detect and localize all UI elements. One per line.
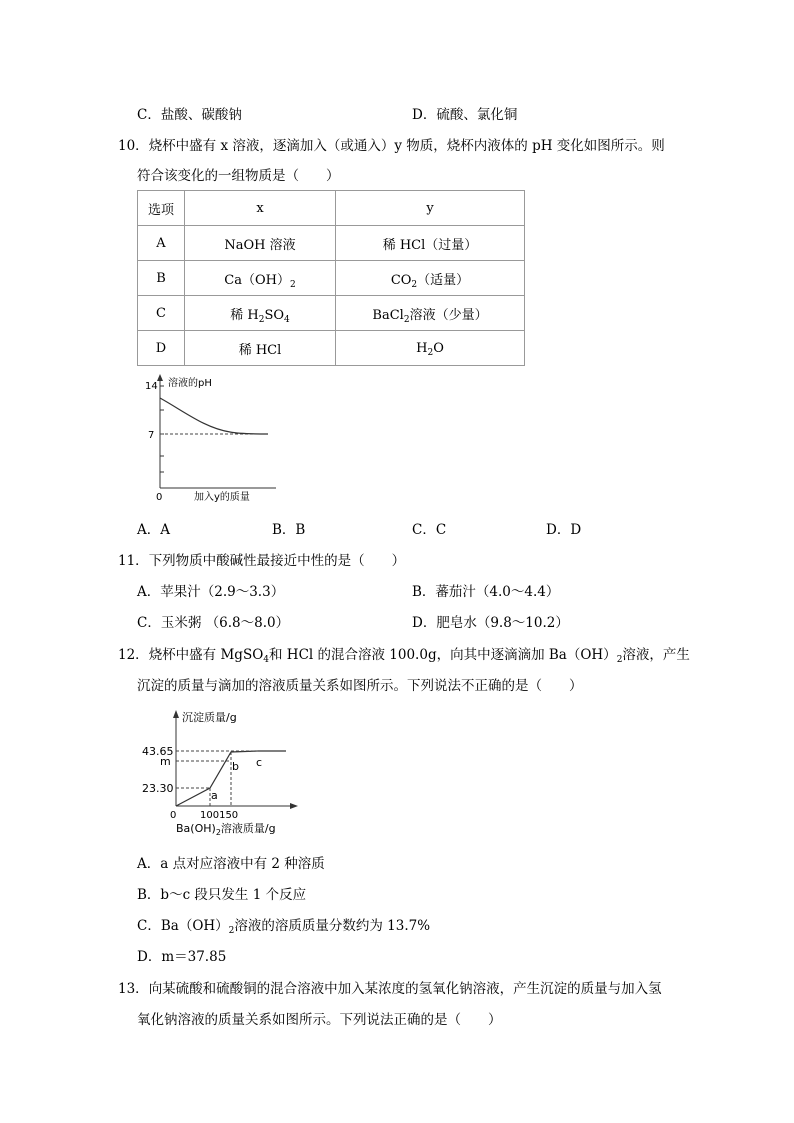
question-text: 烧杯中盛有 x 溶液，逐滴加入（或通入）y 物质，烧杯内液体的 pH 变化如图所示。则 [148, 138, 665, 154]
question-number: 10． [118, 138, 149, 154]
question-number: 12． [118, 647, 149, 663]
cell-option: A [138, 226, 185, 261]
option-label: C． [412, 522, 436, 538]
formula-text: CO [390, 272, 412, 288]
formula-text: SO [264, 307, 285, 323]
question-text: 向某硫酸和硫酸铜的混合溶液中加入某浓度的氢氧化钠溶液，产生沉淀的质量与加入氢 [148, 981, 662, 997]
formula-text: Ca（OH） [224, 272, 290, 288]
cell-y [336, 331, 525, 366]
q10-option-d [546, 518, 581, 538]
y-axis-arrow [157, 374, 163, 381]
question-text: 下列物质中酸碱性最接近中性的是（ ） [148, 553, 406, 569]
option-text: 苹果汁（2.9～3.3） [160, 584, 285, 600]
origin-label: 0 [170, 810, 177, 821]
q12-stem-line1 [118, 643, 690, 663]
y-axis-label: 沉淀质量/g [182, 711, 237, 724]
question-number: 11． [118, 553, 149, 569]
option-label: D． [412, 107, 437, 123]
q10-option-b [272, 518, 305, 538]
table-header-row [138, 191, 525, 226]
x-label-part: 溶液质量/g [220, 822, 276, 835]
formula-text: （适量） [417, 272, 470, 288]
q11-option-b [412, 580, 559, 600]
header-option: 选项 [138, 191, 185, 226]
header-y: y [336, 191, 525, 226]
cell-option: B [138, 261, 185, 296]
option-text: 溶液的溶质质量分数约为 13.7% [234, 918, 431, 934]
point-label-a: a [211, 789, 218, 802]
question-number: 13． [118, 981, 149, 997]
q12-precipitate-chart [138, 708, 308, 840]
option-text: 肥皂水（9.8～10.2） [436, 615, 569, 631]
option-label: A． [137, 856, 161, 872]
q9-option-d [412, 103, 517, 123]
option-label: A． [137, 584, 161, 600]
option-label: B． [137, 887, 161, 903]
x-axis-arrow [290, 803, 298, 809]
option-label: C． [137, 107, 161, 123]
option-text: B [295, 522, 306, 538]
q13-stem-line1 [118, 977, 662, 997]
tick-label-14: 14 [145, 381, 158, 392]
q11-option-d [412, 611, 569, 631]
subscript: 2 [289, 279, 296, 290]
cell-x: NaOH 溶液 [185, 226, 336, 261]
q12-option-c [137, 914, 430, 934]
tick-label-m: m [160, 755, 171, 768]
cell-y [336, 261, 525, 296]
subscript: 2 [616, 655, 623, 665]
cell-y: 稀 HCl（过量） [336, 226, 525, 261]
cell-x [185, 296, 336, 331]
option-text: 玉米粥 （6.8～8.0） [160, 615, 290, 631]
table-row [138, 261, 525, 296]
cell-option: C [138, 296, 185, 331]
option-label: A． [137, 522, 161, 538]
x-label-subscript: 2 [215, 828, 221, 837]
option-text: b～c 段只发生 1 个反应 [160, 887, 307, 903]
subscript: 4 [284, 314, 290, 325]
option-text: C [435, 522, 447, 538]
question-text: 烧杯中盛有 MgSO [148, 647, 264, 663]
q9-option-c [137, 103, 242, 123]
question-text: 和 HCl 的混合溶液 100.0g，向其中逐滴滴加 Ba（OH） [269, 647, 617, 663]
option-text: m＝37.85 [161, 949, 227, 965]
tick-label-23.30: 23.30 [142, 782, 174, 795]
point-label-c: c [256, 756, 263, 769]
q10-option-a [137, 518, 170, 538]
option-label: D． [412, 615, 437, 631]
q10-ph-chart [140, 372, 280, 504]
header-x: x [185, 191, 336, 226]
option-label: C． [137, 918, 161, 934]
q10-stem-line2: 符合该变化的一组物质是（ ） [137, 168, 340, 184]
point-label-b: b [232, 760, 239, 773]
subscript: 2 [427, 347, 434, 358]
q13-stem-line2: 氧化钠溶液的质量关系如图所示。下列说法正确的是（ ） [137, 1012, 502, 1028]
q10-option-c [412, 518, 446, 538]
option-text: 硫酸、氯化铜 [436, 107, 518, 123]
q11-stem [118, 549, 405, 569]
table-row [138, 331, 525, 366]
cell-y [336, 296, 525, 331]
q10-options-table [137, 190, 525, 366]
option-label: D． [546, 522, 571, 538]
option-text: 盐酸、碳酸钠 [160, 107, 242, 123]
table-row [138, 226, 525, 261]
formula-text: 溶液（少量） [409, 307, 488, 323]
tick-label-100-150: 100150 [200, 810, 239, 821]
q11-option-a [137, 580, 284, 600]
option-label: D． [137, 949, 162, 965]
q10-stem-line1 [118, 134, 665, 154]
question-text: 溶液，产生 [622, 647, 690, 663]
subscript: 2 [228, 926, 235, 936]
cell-option: D [138, 331, 185, 366]
formula-text: O [433, 340, 444, 356]
q12-stem-line2: 沉淀的质量与滴加的溶液质量关系如图所示。下列说法不正确的是（ ） [137, 678, 583, 694]
option-text: D [570, 522, 582, 538]
x-axis-label [176, 821, 276, 837]
option-text: a 点对应溶液中有 2 种溶质 [160, 856, 325, 872]
option-text: Ba（OH） [160, 918, 229, 934]
table-row [138, 296, 525, 331]
subscript: 2 [403, 314, 410, 325]
x-label-part: Ba(OH) [176, 822, 216, 835]
subscript: 2 [258, 314, 265, 325]
origin-label: 0 [156, 492, 163, 503]
option-label: C． [137, 615, 161, 631]
option-label: B． [412, 584, 436, 600]
q12-option-a [137, 852, 325, 872]
q12-option-b [137, 883, 306, 903]
tick-label-7: 7 [148, 430, 155, 441]
formula-text: BaCl [372, 307, 404, 323]
y-axis-arrow [173, 710, 179, 718]
formula-text: H [416, 340, 428, 356]
q11-option-c [137, 611, 289, 631]
option-text: A [160, 522, 170, 538]
option-text: 蕃茄汁（4.0～4.4） [435, 584, 560, 600]
tick-label-43.65: 43.65 [142, 745, 174, 758]
formula-text: 稀 H [230, 307, 259, 323]
q12-option-d [137, 945, 226, 965]
subscript: 2 [411, 279, 418, 290]
cell-x: 稀 HCl [185, 331, 336, 366]
subscript: 4 [263, 655, 269, 665]
ph-curve [160, 398, 268, 434]
y-axis-label: 溶液的pH [168, 378, 212, 389]
x-axis-label: 加入y的质量 [194, 492, 250, 503]
cell-x [185, 261, 336, 296]
option-label: B． [272, 522, 296, 538]
